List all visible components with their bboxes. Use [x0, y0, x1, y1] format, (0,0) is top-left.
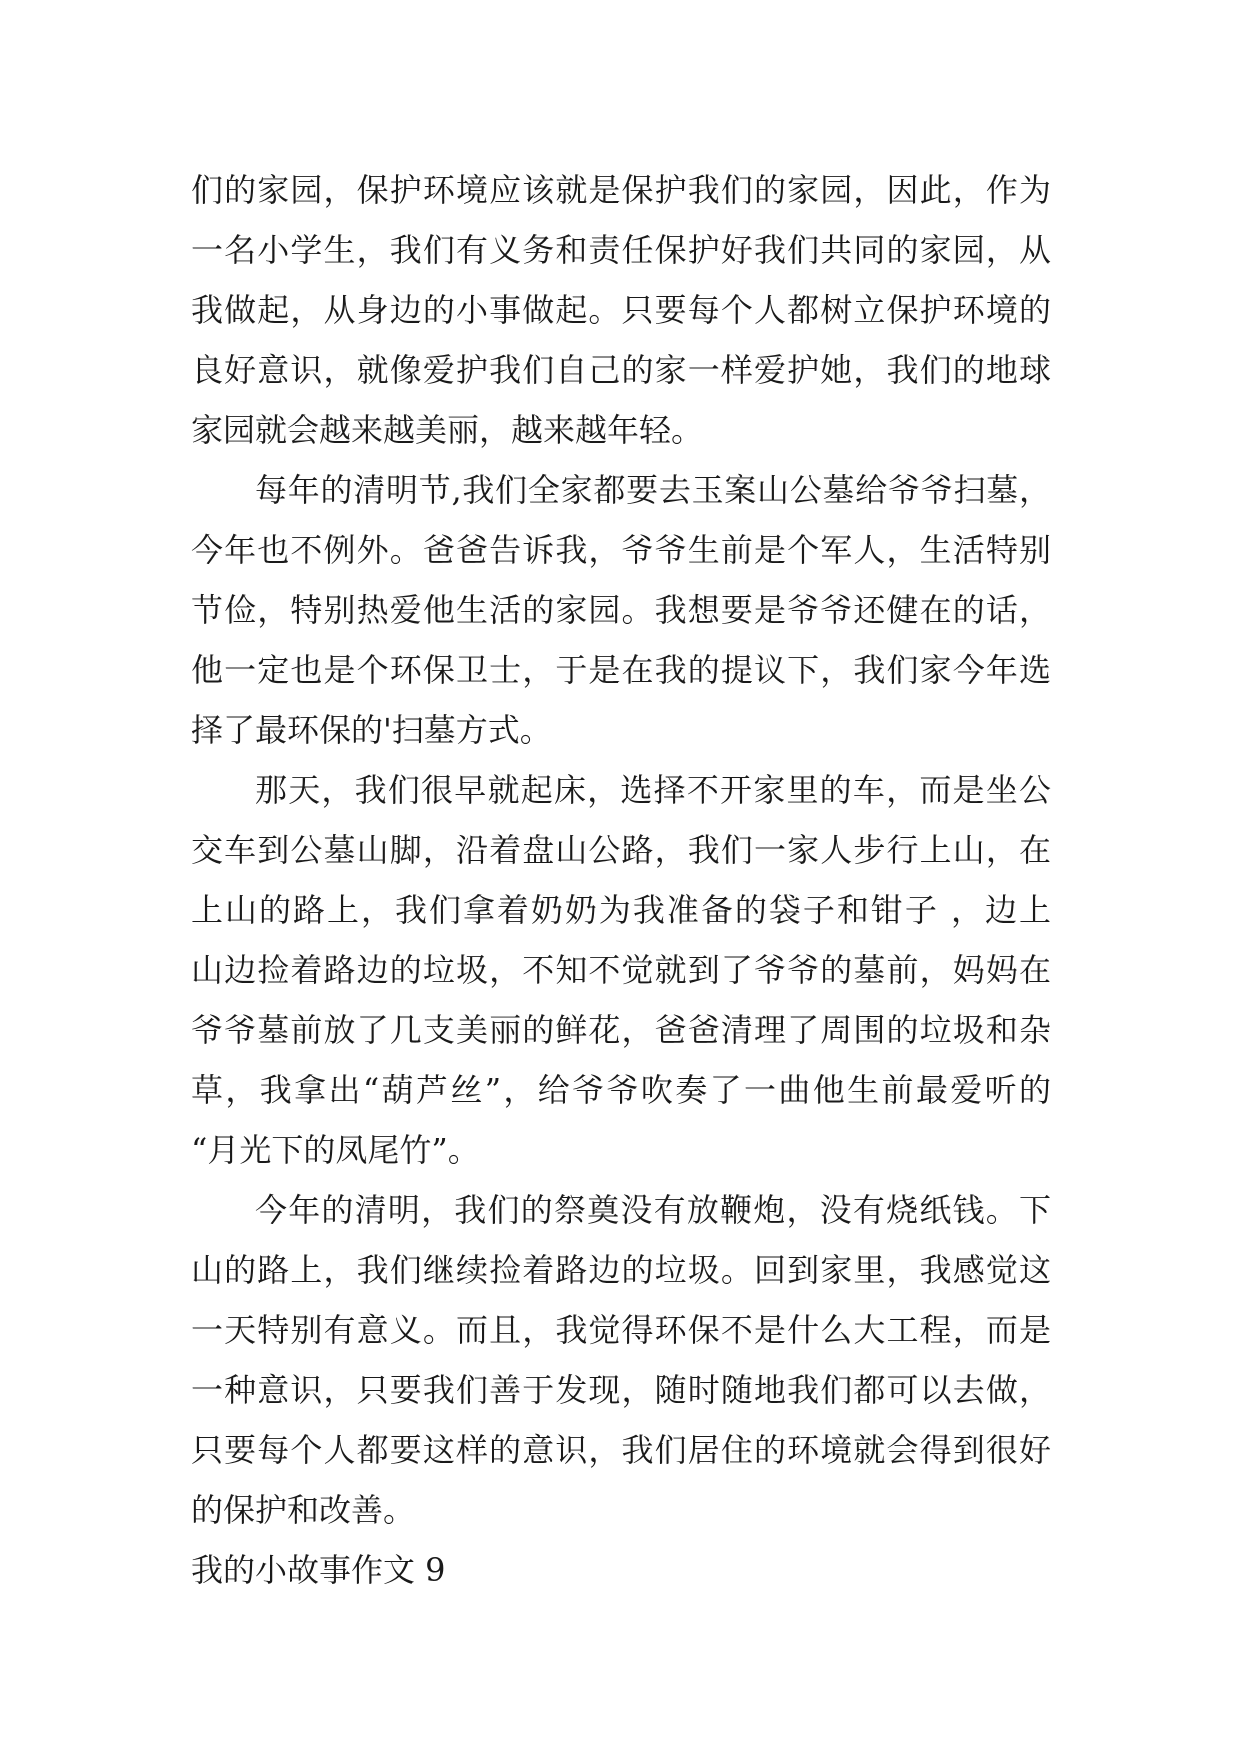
text-line: 们的家园，保护环境应该就是保护我们的家园，因此，作为 — [191, 171, 1051, 209]
text-line: 择了最环保的'扫墓方式。 — [191, 711, 552, 749]
paragraph — [191, 160, 1051, 460]
text-line: 的保护和改善。 — [191, 1491, 416, 1529]
paragraph — [191, 760, 1051, 1180]
section-heading: 我的小故事作文 9 — [191, 1551, 446, 1589]
text-line: 山的路上，我们继续捡着路边的垃圾。回到家里，我感觉这 — [191, 1251, 1051, 1289]
text-line: 家园就会越来越美丽，越来越年轻。 — [191, 411, 704, 449]
text-line: 良好意识，就像爱护我们自己的家一样爱护她，我们的地球 — [191, 351, 1051, 389]
paragraph — [191, 1180, 1051, 1540]
text-line: 我做起，从身边的小事做起。只要每个人都树立保护环境的 — [191, 291, 1051, 329]
text-line: 一种意识，只要我们善于发现，随时随地我们都可以去做， — [191, 1371, 1051, 1409]
paragraph — [191, 460, 1051, 760]
text-line: 今年的清明，我们的祭奠没有放鞭炮，没有烧纸钱。下 — [255, 1191, 1051, 1229]
text-line: 那天，我们很早就起床，选择不开家里的车，而是坐公 — [255, 771, 1051, 809]
text-line: 他一定也是个环保卫士，于是在我的提议下，我们家今年选 — [191, 651, 1051, 689]
text-line: 山边捡着路边的垃圾，不知不觉就到了爷爷的墓前，妈妈在 — [191, 951, 1051, 989]
text-line: 草，我拿出“葫芦丝”，给爷爷吹奏了一曲他生前最爱听的 — [191, 1071, 1051, 1109]
document-body — [191, 160, 1051, 1600]
text-line: 今年也不例外。爸爸告诉我，爷爷生前是个军人，生活特别 — [191, 531, 1051, 569]
text-line: 每年的清明节,我们全家都要去玉案山公墓给爷爷扫墓， — [255, 471, 1051, 509]
text-line: 爷爷墓前放了几支美丽的鲜花，爸爸清理了周围的垃圾和杂 — [191, 1011, 1051, 1049]
text-line: 一天特别有意义。而且，我觉得环保不是什么大工程，而是 — [191, 1311, 1051, 1349]
text-line: 交车到公墓山脚，沿着盘山公路，我们一家人步行上山，在 — [191, 831, 1051, 869]
text-line: 上山的路上，我们拿着奶奶为我准备的袋子和钳子 ，边上 — [191, 891, 1051, 929]
text-line: “月光下的凤尾竹”。 — [191, 1131, 480, 1169]
text-line: 一名小学生，我们有义务和责任保护好我们共同的家园，从 — [191, 231, 1051, 269]
text-line: 只要每个人都要这样的意识，我们居住的环境就会得到很好 — [191, 1431, 1051, 1469]
text-line: 节俭，特别热爱他生活的家园。我想要是爷爷还健在的话， — [191, 591, 1051, 629]
